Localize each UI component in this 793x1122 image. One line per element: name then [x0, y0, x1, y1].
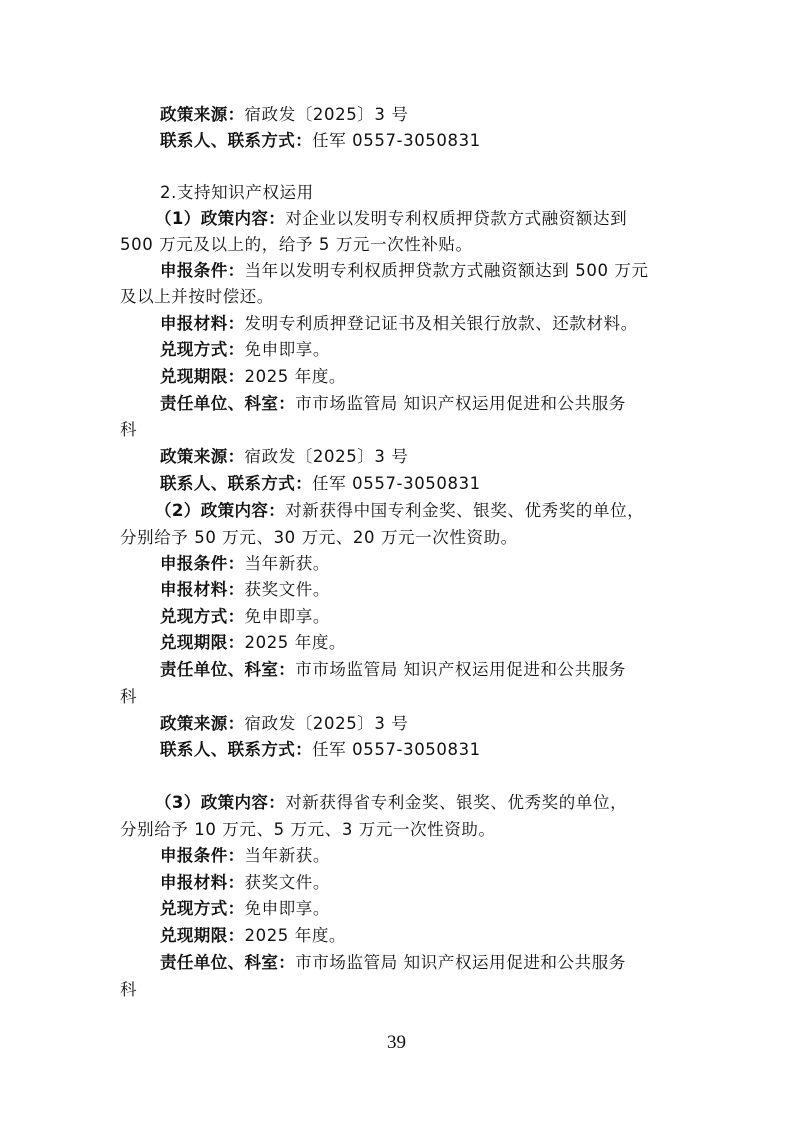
item-2-period-text: 2025 年度。 — [244, 633, 347, 652]
item-1-period-text: 2025 年度。 — [244, 367, 347, 386]
item-2-unit-line2: 科 — [120, 687, 138, 706]
item-1-contact-label: 联系人、联系方式： — [160, 474, 313, 493]
item-2-period-line — [160, 630, 346, 656]
item-3-unit-line2: 科 — [120, 980, 138, 999]
item-1-period-line — [160, 364, 346, 390]
item-3-period-label: 兑现期限： — [160, 926, 245, 945]
item-1-content-line — [155, 206, 627, 232]
item-1-conditions-line — [160, 258, 649, 284]
policy-source-label: 政策来源： — [160, 105, 245, 124]
item-2-policy-source-value: 宿政发〔2025〕3 号 — [244, 714, 409, 733]
item-2-policy-source-line — [160, 711, 408, 737]
section-heading: 2.支持知识产权运用 — [160, 183, 314, 202]
item-2-conditions-line — [160, 551, 330, 577]
item-3-materials-text: 获奖文件。 — [244, 873, 330, 892]
item-3-conditions-line — [160, 843, 330, 869]
item-3-content-label: 政策内容： — [200, 793, 286, 812]
item-1-method-label: 兑现方式： — [160, 340, 245, 359]
item-1-unit-line — [160, 391, 626, 417]
item-2-contact-value: 任军 0557-3050831 — [312, 740, 481, 759]
item-2-conditions-label: 申报条件： — [160, 554, 245, 573]
item-2-materials-text: 获奖文件。 — [244, 580, 330, 599]
item-3-conditions-text: 当年新获。 — [244, 846, 330, 865]
item-1-conditions-line2: 及以上并按时偿还。 — [120, 287, 274, 306]
item-2-conditions-text: 当年新获。 — [244, 554, 330, 573]
item-1-materials-text: 发明专利质押登记证书及相关银行放款、还款材料。 — [244, 314, 638, 333]
policy-source-line — [160, 102, 408, 128]
item-1-conditions-label: 申报条件： — [160, 261, 245, 280]
item-3-unit-line — [160, 950, 626, 976]
contact-value: 任军 0557-3050831 — [312, 131, 481, 150]
item-2-contact-line — [160, 737, 481, 763]
item-3-method-text: 免申即享。 — [244, 899, 330, 918]
item-3-unit-text: 市市场监管局 知识产权运用促进和公共服务 — [295, 953, 626, 972]
page-number: 39 — [387, 1032, 406, 1053]
item-1-number: （1） — [155, 209, 201, 228]
item-1-conditions-text: 当年以发明专利权质押贷款方式融资额达到 500 万元 — [244, 261, 649, 280]
item-1-content-label: 政策内容： — [200, 209, 286, 228]
item-2-unit-text: 市市场监管局 知识产权运用促进和公共服务 — [295, 660, 626, 679]
policy-source-value: 宿政发〔2025〕3 号 — [244, 105, 409, 124]
item-3-period-text: 2025 年度。 — [244, 926, 347, 945]
item-1-materials-line — [160, 311, 638, 337]
item-1-policy-source-line — [160, 444, 408, 470]
item-1-method-text: 免申即享。 — [244, 340, 330, 359]
item-1-unit-text: 市市场监管局 知识产权运用促进和公共服务 — [295, 394, 626, 413]
item-2-content-label: 政策内容： — [200, 501, 286, 520]
item-3-materials-label: 申报材料： — [160, 873, 245, 892]
item-1-unit-label: 责任单位、科室： — [160, 394, 296, 413]
item-3-content-text: 对新获得省专利金奖、银奖、优秀奖的单位， — [285, 793, 628, 812]
item-1-content-line2: 500 万元及以上的，给予 5 万元一次性补贴。 — [120, 235, 473, 254]
item-2-contact-label: 联系人、联系方式： — [160, 740, 313, 759]
item-1-method-line — [160, 337, 330, 363]
item-1-policy-source-value: 宿政发〔2025〕3 号 — [244, 447, 409, 466]
item-3-unit-label: 责任单位、科室： — [160, 953, 296, 972]
contact-line — [160, 128, 481, 154]
item-1-unit-line2: 科 — [120, 420, 138, 439]
item-1-content-text: 对企业以发明专利权质押贷款方式融资额达到 — [285, 209, 628, 228]
item-3-method-line — [160, 896, 330, 922]
item-3-number: （3） — [155, 793, 201, 812]
item-1-policy-source-label: 政策来源： — [160, 447, 245, 466]
item-2-content-line2: 分别给予 50 万元、30 万元、20 万元一次性资助。 — [120, 528, 518, 547]
item-2-materials-label: 申报材料： — [160, 580, 245, 599]
item-2-method-line — [160, 604, 330, 630]
item-1-contact-line — [160, 471, 481, 497]
item-2-materials-line — [160, 577, 330, 603]
item-3-content-line2: 分别给予 10 万元、5 万元、3 万元一次性资助。 — [120, 820, 496, 839]
item-1-materials-label: 申报材料： — [160, 314, 245, 333]
item-2-content-line — [155, 498, 644, 524]
item-3-period-line — [160, 923, 346, 949]
item-1-period-label: 兑现期限： — [160, 367, 245, 386]
item-1-contact-value: 任军 0557-3050831 — [312, 474, 481, 493]
item-3-conditions-label: 申报条件： — [160, 846, 245, 865]
item-2-method-text: 免申即享。 — [244, 607, 330, 626]
item-2-unit-label: 责任单位、科室： — [160, 660, 296, 679]
item-2-method-label: 兑现方式： — [160, 607, 245, 626]
item-2-number: （2） — [155, 501, 201, 520]
item-2-period-label: 兑现期限： — [160, 633, 245, 652]
item-2-content-text: 对新获得中国专利金奖、银奖、优秀奖的单位， — [285, 501, 645, 520]
item-3-method-label: 兑现方式： — [160, 899, 245, 918]
item-2-policy-source-label: 政策来源： — [160, 714, 245, 733]
item-2-unit-line — [160, 657, 626, 683]
contact-label: 联系人、联系方式： — [160, 131, 313, 150]
item-3-content-line — [155, 790, 627, 816]
item-3-materials-line — [160, 870, 330, 896]
